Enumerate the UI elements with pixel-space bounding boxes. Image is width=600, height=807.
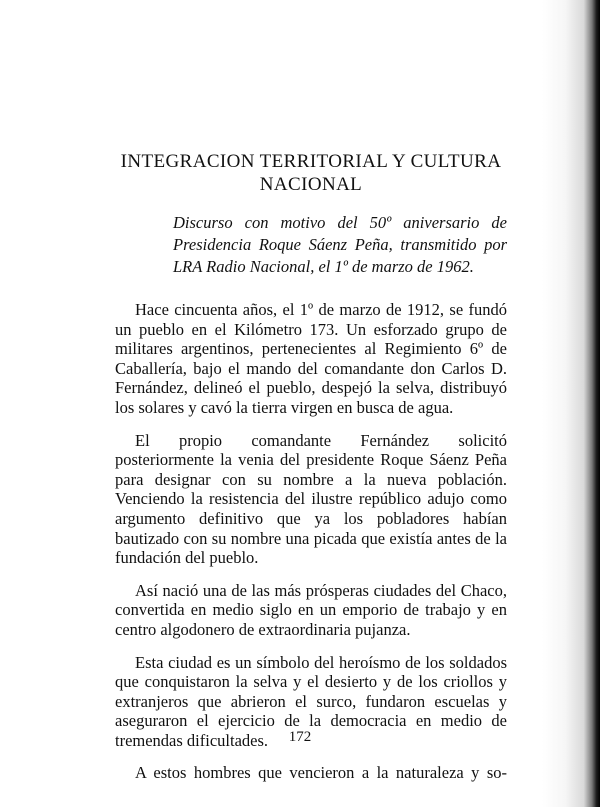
document-body xyxy=(115,150,507,796)
body-paragraphs xyxy=(115,300,507,783)
paragraph-1: Hace cincuenta años, el 1º de marzo de 1912, se fundó un pueblo en el Kilómetro 173. Un esforzado grupo de militares argentinos, pertenecientes al Regimiento 6º de Caballería, bajo el mando del comandante don Carlos D. Fernández, delineó el pueblo, despejó la selva, distribuyó los solares y cavó la tierra virgen en busca de agua. xyxy=(115,300,507,417)
chapter-title xyxy=(115,150,507,196)
paragraph-4: Esta ciudad es un símbolo del heroísmo de los soldados que conquistaron la selva y el desierto y de los criollos y extranjeros que abrieron el surco, fundaron escuelas y aseguraron el ejercicio de la democracia en medio de tremendas dificultades. xyxy=(115,652,507,750)
page-edge-shadow xyxy=(542,0,600,807)
speech-subtitle: Discurso con motivo del 50º aniversario de Presidencia Roque Sáenz Peña, transmitido por LRA Radio Nacional, el 1º de marzo de 1962. xyxy=(173,213,507,276)
title-line-2: NACIONAL xyxy=(259,174,363,195)
paragraph-3: Así nació una de las más prósperas ciudades del Chaco, convertida en medio siglo en un emporio de trabajo y en centro algodonero de extraordinaria pujanza. xyxy=(115,580,507,639)
page-number: 172 xyxy=(288,729,312,745)
title-line-1: INTEGRACION TERRITORIAL Y CULTURA xyxy=(120,151,502,172)
paragraph-2: El propio comandante Fernández solicitó posteriormente la venia del presidente Roque Sáenz Peña para designar con su nombre a la nueva población. Venciendo la resistencia del ilustre repúblico adujo como argumento definitivo que ya los pobladores habían bautizado con su nombre una picada que existía antes de la fundación del pueblo. xyxy=(115,430,507,568)
paragraph-5: A estos hombres que vencieron a la naturaleza y so- xyxy=(135,763,507,783)
